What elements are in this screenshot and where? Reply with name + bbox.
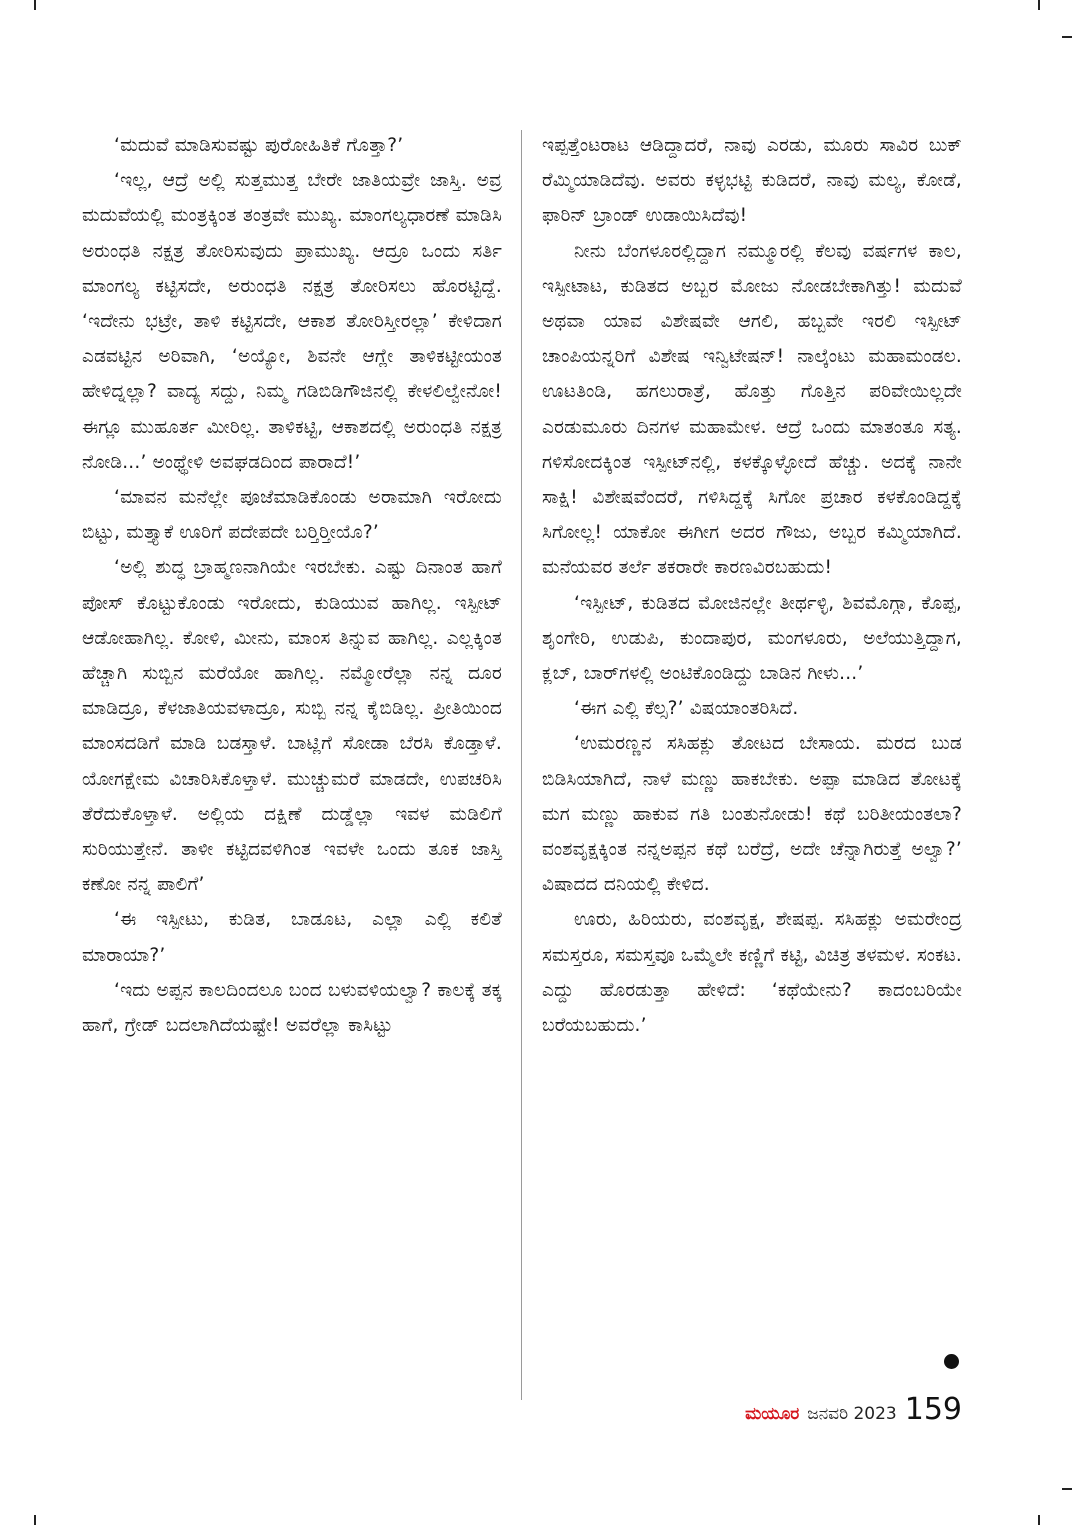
- magazine-name: ಮಯೂರ: [745, 1404, 800, 1424]
- paragraph: ‘ಮಾವನ ಮನೆಲ್ಲೇ ಪೂಜೆಮಾಡಿಕೊಂಡು ಅರಾಮಾಗಿ ಇರೋದು ಬಿಟ್ಟು, ಮತ್ತ್ಯಾಕೆ ಊರಿಗೆ ಪದೇಪದೇ ಬರ್‍ತಿರ್‍ತೀಯೊ?’: [82, 487, 502, 544]
- issue-date: ಜನವರಿ 2023: [807, 1404, 897, 1424]
- paragraph: ‘ಉಮರಣ್ಣನ ಸಸಿಹಕ್ಲು ತೋಟದ ಬೇಸಾಯ. ಮರದ ಬುಡ ಬಿಡಿಸಿಯಾಗಿದೆ, ನಾಳೆ ಮಣ್ಣು ಹಾಕಬೇಕು. ಅಪ್ಪಾ ಮಾಡಿದ ತೋಟಕ್ಕೆ ಮಗ ಮಣ್ಣು ಹಾಕುವ ಗತಿ ಬಂತುನೋಡು! ಕಥೆ ಬರಿತೀಯಂತಲಾ? ವಂಶವೃಕ್ಷಕ್ಕಿಂತ ನನ್ನಅಪ್ಪನ ಕಥೆ ಬರೆದ್ರೆ, ಅದೇ ಚೆನ್ನಾಗಿರುತ್ತೆ ಅಲ್ವಾ?’ ವಿಷಾದದ ದನಿಯಲ್ಲಿ ಕೇಳಿದ.: [542, 733, 962, 896]
- paragraph: ಇಪ್ಪತ್ತೆಂಟರಾಟ ಆಡಿದ್ದಾದರೆ, ನಾವು ಎರಡು, ಮೂರು ಸಾವಿರ ಬುಕ್ ರೆಮ್ಮಿಯಾಡಿದೆವು. ಅವರು ಕಳ್ಳಭಟ್ಟಿ ಕುಡಿದರೆ, ನಾವು ಮಲ್ಯ, ಕೋಡೆ, ಫಾರಿನ್ ಬ್ರಾಂಡ್ ಉಡಾಯಿಸಿದೆವು!: [542, 135, 962, 227]
- paragraph: ‘ಮದುವೆ ಮಾಡಿಸುವಷ್ಟು ಪುರೋಹಿತಿಕೆ ಗೊತ್ತಾ?’: [114, 135, 404, 156]
- column-divider: [521, 130, 522, 1400]
- crop-mark-right-lower: [1062, 1488, 1072, 1490]
- left-column: [82, 128, 502, 1043]
- crop-mark-top-right: [1038, 0, 1040, 10]
- paragraph: ‘ಇದು ಅಪ್ಪನ ಕಾಲದಿಂದಲೂ ಬಂದ ಬಳುವಳಿಯಲ್ವಾ? ಕಾಲಕ್ಕೆ ತಕ್ಕ ಹಾಗೆ, ಗ್ರೇಡ್ ಬದಲಾಗಿದೆಯಷ್ಟೇ! ಅವರೆಲ್ಲಾ ಕಾಸಿಟ್ಟು: [82, 979, 502, 1037]
- right-column: [542, 128, 962, 1043]
- crop-mark-top-left: [34, 0, 36, 10]
- crop-mark-right-upper: [1062, 36, 1072, 38]
- crop-mark-bottom-right: [1038, 1515, 1040, 1525]
- page-footer: [745, 1392, 962, 1427]
- paragraph: ‘ಇಲ್ಲ, ಆದ್ರೆ ಅಲ್ಲಿ ಸುತ್ತಮುತ್ತ ಬೇರೇ ಜಾತಿಯವ್ರೇ ಜಾಸ್ತಿ. ಅವ್ರ ಮದುವೆಯಲ್ಲಿ ಮಂತ್ರಕ್ಕಿಂತ ತಂತ್ರವೇ ಮುಖ್ಯ. ಮಾಂಗಲ್ಯಧಾರಣೆ ಮಾಡಿಸಿ ಅರುಂಧತಿ ನಕ್ಷತ್ರ ತೋರಿಸುವುದು ಪ್ರಾಮುಖ್ಯ. ಆದ್ರೂ ಒಂದು ಸರ್ತಿ ಮಾಂಗಲ್ಯ ಕಟ್ಟಿಸದೇ, ಅರುಂಧತಿ ನಕ್ಷತ್ರ ತೋರಿಸಲು ಹೊರಟ್ಟಿದ್ದೆ. ‘ಇದೇನು ಭಟ್ರೇ, ತಾಳಿ ಕಟ್ಟಿಸದೇ, ಆಕಾಶ ತೋರಿಸ್ತೀರಲ್ಲಾ’ ಕೇಳಿದಾಗ ಎಡವಟ್ಟಿನ ಅರಿವಾಗಿ, ‘ಅಯ್ಯೋ, ಶಿವನೇ ಆಗ್ಲೇ ತಾಳಿಕಟ್ಟೀಯಂತ ಹೇಳಿದ್ನಲ್ಲಾ? ವಾದ್ಯ ಸದ್ದು, ನಿಮ್ಮ ಗಡಿಬಿಡಿಗೌಜಿನಲ್ಲಿ ಕೇಳಲಿಲ್ವೇನೋ! ಈಗ್ಲೂ ಮುಹೂರ್ತ ಮೀರಿಲ್ಲ. ತಾಳಿಕಟ್ಟಿ, ಆಕಾಶದಲ್ಲಿ ಅರುಂಧತಿ ನಕ್ಷತ್ರ ನೋಡಿ...’ ಅಂಥ್ಥೇಳಿ ಅವಘಡದಿಂದ ಪಾರಾದೆ!’: [82, 170, 502, 473]
- paragraph: ‘ಅಲ್ಲಿ ಶುದ್ಧ ಬ್ರಾಹ್ಮಣನಾಗಿಯೇ ಇರಬೇಕು. ಎಷ್ಟು ದಿನಾಂತ ಹಾಗೆ ಪೋಸ್ ಕೊಟ್ಟುಕೊಂಡು ಇರೋದು, ಕುಡಿಯುವ ಹಾಗಿಲ್ಲ. ಇಸ್ಪೀಟ್ ಆಡೋಹಾಗಿಲ್ಲ. ಕೋಳಿ, ಮೀನು, ಮಾಂಸ ತಿನ್ನುವ ಹಾಗಿಲ್ಲ. ಎಲ್ಲಕ್ಕಿಂತ ಹೆಚ್ಚಾಗಿ ಸುಬ್ಬಿನ ಮರೆಯೋ ಹಾಗಿಲ್ಲ. ನಮ್ಮೋರೆಲ್ಲಾ ನನ್ನ ದೂರ ಮಾಡಿದ್ರೂ, ಕೆಳಜಾತಿಯವಳಾದ್ರೂ, ಸುಬ್ಬಿ ನನ್ನ ಕೈಬಿಡಿಲ್ಲ. ಪ್ರೀತಿಯಿಂದ ಮಾಂಸದಡಿಗೆ ಮಾಡಿ ಬಡಸ್ತಾಳೆ. ಬಾಟ್ಲಿಗೆ ಸೋಡಾ ಬೆರಸಿ ಕೊಡ್ತಾಳೆ. ಯೋಗಕ್ಷೇಮ ವಿಚಾರಿಸಿಕೊಳ್ತಾಳೆ. ಮುಚ್ಚುಮರೆ ಮಾಡದೇ, ಉಪಚರಿಸಿ ತೆರೆದುಕೊಳ್ತಾಳೆ. ಅಲ್ಲಿಯ ದಕ್ಷಿಣೆ ದುಡ್ಡೆಲ್ಲಾ ಇವಳ ಮಡಿಲಿಗೆ ಸುರಿಯುತ್ತೇನೆ. ತಾಳೀ ಕಟ್ಟಿದವಳಿಗಿಂತ ಇವಳೇ ಒಂದು ತೂಕ ಜಾಸ್ತಿ ಕಣೋ ನನ್ನ ಪಾಲಿಗೆ’: [82, 557, 502, 896]
- end-of-story-bullet-icon: [944, 1354, 959, 1369]
- page-number: 159: [904, 1392, 962, 1427]
- paragraph: ‘ಈಗ ಎಲ್ಲಿ ಕೆಲ್ಸ?’ ವಿಷಯಾಂತರಿಸಿದೆ.: [574, 698, 799, 720]
- paragraph: ನೀನು ಬೆಂಗಳೂರಲ್ಲಿದ್ದಾಗ ನಮ್ಮೂರಲ್ಲಿ ಕೆಲವು ವರ್ಷಗಳ ಕಾಲ, ಇಸ್ಪೀಟಾಟ, ಕುಡಿತದ ಅಬ್ಬರ ಮೋಜು ನೋಡಬೇಕಾಗಿತ್ತು! ಮದುವೆ ಅಥವಾ ಯಾವ ವಿಶೇಷವೇ ಆಗಲಿ, ಹಬ್ಬವೇ ಇರಲಿ ಇಸ್ಪೀಟ್ ಚಾಂಪಿಯನ್ನರಿಗೆ ವಿಶೇಷ ಇನ್ವಿಟೇಷನ್! ನಾಲ್ಕೆಂಟು ಮಹಾಮಂಡಲ. ಊಟತಿಂಡಿ, ಹಗಲುರಾತ್ರೆ, ಹೊತ್ತು ಗೊತ್ತಿನ ಪರಿವೇಯಿಲ್ಲದೇ ಎರಡುಮೂರು ದಿನಗಳ ಮಹಾಮೇಳ. ಆದ್ರೆ ಒಂದು ಮಾತಂತೂ ಸತ್ಯ. ಗಳಿಸೋದಕ್ಕಿಂತ ಇಸ್ಪೀಟ್‌ನಲ್ಲಿ, ಕಳಕ್ಕೊಳ್ಳೋದೆ ಹೆಚ್ಚು. ಅದಕ್ಕೆ ನಾನೇ ಸಾಕ್ಷಿ! ವಿಶೇಷವೆಂದರೆ, ಗಳಿಸಿದ್ದಕ್ಕೆ ಸಿಗೋ ಪ್ರಚಾರ ಕಳಕೊಂಡಿದ್ದಕ್ಕೆ ಸಿಗೋಲ್ಲ! ಯಾಕೋ ಈಗೀಗ ಅದರ ಗೌಜು, ಅಬ್ಬರ ಕಮ್ಮಿಯಾಗಿದೆ. ಮನೆಯವರ ತರ್ಲೆ ತಕರಾರೇ ಕಾರಣವಿರಬಹುದು!: [542, 240, 962, 579]
- paragraph: ‘ಈ ಇಸ್ಪೀಟು, ಕುಡಿತ, ಬಾಡೂಟ, ಎಲ್ಲಾ ಎಲ್ಲಿ ಕಲಿತೆ ಮಾರಾಯಾ?’: [82, 909, 502, 966]
- crop-mark-bottom-left: [34, 1515, 36, 1525]
- paragraph: ಊರು, ಹಿರಿಯರು, ವಂಶವೃಕ್ಷ, ಶೇಷಪ್ಪ. ಸಸಿಹಕ್ಲು ಅಮರೇಂದ್ರ ಸಮಸ್ತರೂ, ಸಮಸ್ತವೂ ಒಮ್ಮೆಲೇ ಕಣ್ಣಿಗೆ ಕಟ್ಟಿ, ವಿಚಿತ್ರ ತಳಮಳ. ಸಂಕಟ. ಎದ್ದು ಹೊರಡುತ್ತಾ ಹೇಳಿದೆ: ‘ಕಥೆಯೇನು? ಕಾದಂಬರಿಯೇ ಬರೆಯಬಹುದು.’: [542, 909, 962, 1037]
- paragraph: ‘ಇಸ್ಪೀಟ್, ಕುಡಿತದ ಮೋಜಿನಲ್ಲೇ ತೀರ್ಥಳ್ಳಿ, ಶಿವಮೊಗ್ಗಾ, ಕೊಪ್ಪ, ಶೃಂಗೇರಿ, ಉಡುಪಿ, ಕುಂದಾಪುರ, ಮಂಗಳೂರು, ಅಲೆಯುತ್ತಿದ್ದಾಗ, ಕ್ಲಬ್, ಬಾರ್‌ಗಳಲ್ಲಿ ಅಂಟಿಕೊಂಡಿದ್ದು ಬಾಡಿನ ಗೀಳು...’: [542, 592, 962, 685]
